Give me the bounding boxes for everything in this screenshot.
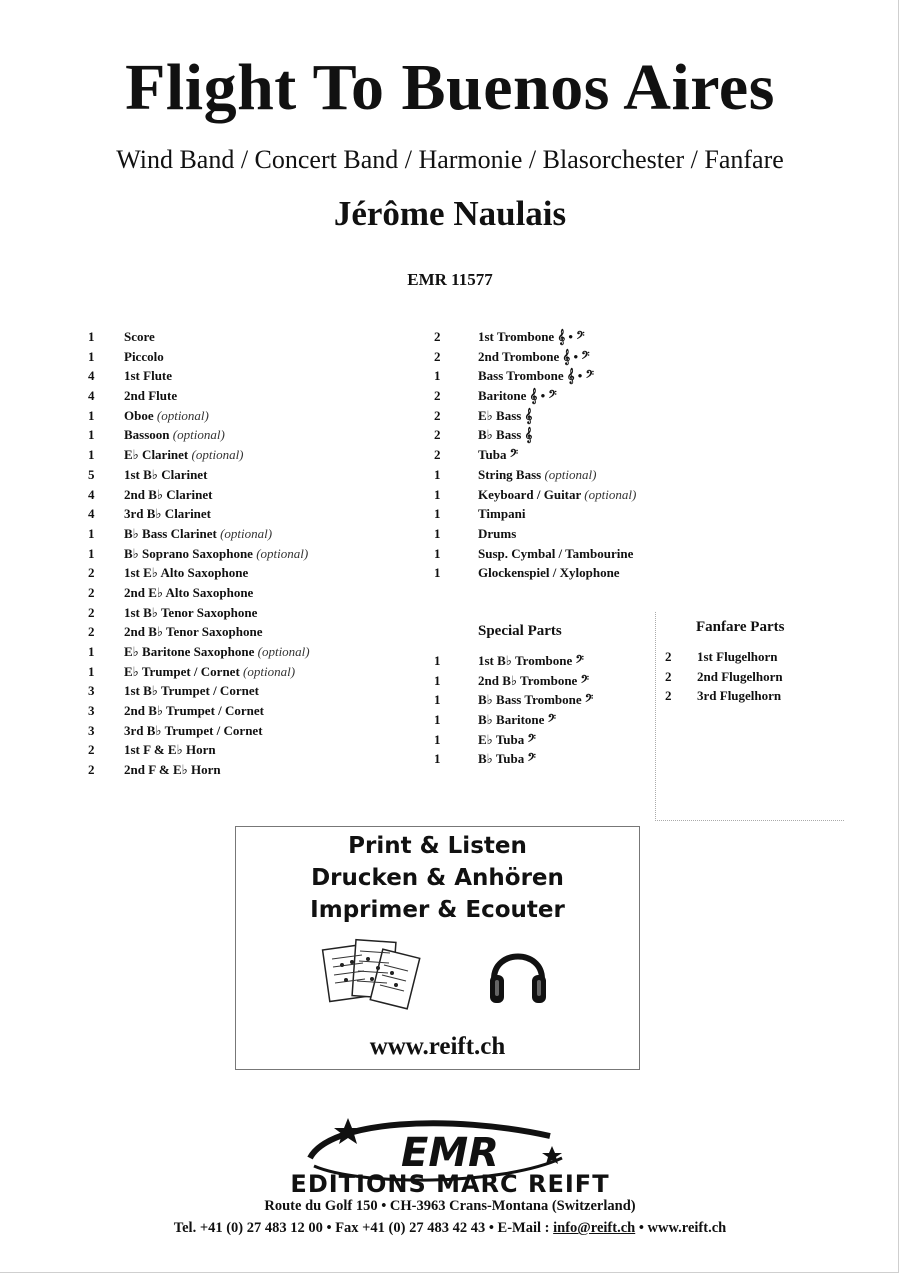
- part-quantity: 2: [434, 447, 441, 463]
- part-label: 2nd E♭ Alto Saxophone: [124, 584, 254, 600]
- part-quantity: 1: [434, 712, 441, 728]
- part-quantity: 1: [434, 506, 441, 522]
- part-name: [124, 504, 211, 524]
- part-name: [478, 524, 516, 544]
- part-quantity: 2: [434, 427, 441, 443]
- optional-note: (optional): [172, 427, 225, 443]
- part-label: 2nd Flute: [124, 388, 178, 404]
- publisher-contact: [0, 1220, 900, 1237]
- part-quantity: 4: [88, 388, 95, 404]
- part-name: [124, 465, 207, 485]
- part-name: [124, 327, 155, 347]
- part-label: B♭ Bass Trombone 𝄢: [478, 692, 594, 708]
- part-quantity: 1: [434, 653, 441, 668]
- part-quantity: 1: [88, 663, 95, 679]
- part-name: [478, 504, 525, 524]
- part-quantity: 2: [665, 668, 672, 684]
- part-label: Bassoon: [124, 427, 170, 443]
- part-name: [124, 524, 272, 544]
- part-label: Drums: [478, 525, 517, 541]
- part-quantity: 1: [88, 545, 95, 561]
- promo-line-french: Imprimer & Ecouter: [310, 897, 565, 923]
- part-name: [478, 485, 636, 505]
- part-quantity: 1: [88, 525, 95, 541]
- part-label: 1st Flugelhorn: [697, 649, 778, 664]
- part-label: Timpani: [478, 506, 526, 522]
- part-name: [124, 425, 225, 445]
- catalog-number: EMR 11577: [407, 270, 493, 289]
- part-name: [124, 544, 308, 564]
- part-name: [478, 366, 594, 386]
- optional-note: (optional): [544, 466, 597, 482]
- part-quantity: 2: [665, 649, 672, 664]
- promo-line-german: Drucken & Anhören: [311, 865, 564, 891]
- part-quantity: 2: [88, 624, 95, 640]
- part-quantity: 1: [88, 348, 95, 364]
- part-label: 1st Flute: [124, 368, 173, 384]
- part-name: [478, 406, 532, 426]
- part-name: [478, 563, 620, 583]
- part-quantity: 4: [88, 506, 95, 522]
- part-quantity: 1: [434, 672, 441, 688]
- part-name: [697, 647, 778, 667]
- contact-website[interactable]: • www.reift.ch: [635, 1220, 727, 1236]
- part-name: [124, 347, 164, 367]
- part-quantity: 1: [88, 644, 95, 659]
- part-label: B♭ Tuba 𝄢: [478, 751, 536, 767]
- part-name: [124, 485, 212, 505]
- part-label: Tuba 𝄢: [478, 447, 519, 463]
- part-quantity: 2: [434, 348, 441, 364]
- part-quantity: 1: [434, 466, 441, 482]
- part-name: [478, 327, 585, 347]
- fanfare-parts-box: [655, 612, 844, 821]
- part-quantity: 4: [88, 486, 95, 502]
- part-name: [478, 445, 518, 465]
- sheet-music-icon: [318, 935, 428, 1015]
- part-label: 1st B♭ Clarinet: [124, 466, 208, 482]
- part-label: Bass Trombone 𝄞 • 𝄢: [478, 368, 594, 384]
- part-label: 1st B♭ Trombone 𝄢: [478, 653, 584, 668]
- part-label: 2nd B♭ Trumpet / Cornet: [124, 703, 264, 719]
- part-label: Score: [124, 329, 155, 344]
- publisher-name: EDITIONS MARC REIFT: [290, 1170, 610, 1198]
- part-quantity: 1: [88, 427, 95, 443]
- part-name: [478, 671, 589, 691]
- part-label: 2nd Flugelhorn: [697, 668, 783, 684]
- part-label: String Bass: [478, 466, 542, 482]
- part-name: [124, 681, 259, 701]
- part-name: [124, 366, 172, 386]
- optional-note: (optional): [256, 545, 309, 561]
- part-quantity: 3: [88, 683, 95, 699]
- part-name: [478, 386, 557, 406]
- part-quantity: 1: [434, 565, 441, 581]
- part-label: 3rd B♭ Trumpet / Cornet: [124, 722, 263, 738]
- part-quantity: 2: [88, 584, 95, 600]
- part-label: Oboe: [124, 407, 154, 423]
- part-label: 1st F & E♭ Horn: [124, 742, 216, 758]
- part-name: [124, 662, 295, 682]
- optional-note: (optional): [243, 663, 296, 679]
- part-label: 1st B♭ Tenor Saxophone: [124, 604, 258, 620]
- part-name: [124, 386, 177, 406]
- part-quantity: 1: [88, 329, 95, 344]
- part-quantity: 1: [88, 447, 95, 463]
- part-quantity: 3: [88, 722, 95, 738]
- part-label: E♭ Trumpet / Cornet: [124, 663, 240, 679]
- part-quantity: 2: [434, 407, 441, 423]
- part-name: [478, 465, 596, 485]
- optional-note: (optional): [257, 644, 310, 659]
- star-icon: [334, 1118, 362, 1144]
- part-name: [124, 760, 221, 780]
- part-name: [124, 642, 310, 662]
- part-name: [124, 406, 209, 426]
- part-label: 2nd B♭ Tenor Saxophone: [124, 624, 263, 640]
- part-name: [478, 425, 532, 445]
- part-label: B♭ Baritone 𝄢: [478, 712, 557, 728]
- part-quantity: 1: [434, 731, 441, 747]
- part-quantity: 1: [434, 545, 441, 561]
- part-name: [697, 686, 781, 706]
- part-name: [478, 730, 536, 750]
- part-label: E♭ Bass 𝄞: [478, 407, 533, 423]
- special-parts-heading: Special Parts: [478, 623, 562, 639]
- part-quantity: 2: [434, 329, 441, 344]
- part-quantity: 2: [434, 388, 441, 404]
- part-quantity: 1: [88, 407, 95, 423]
- email-link[interactable]: info@reift.ch: [553, 1220, 636, 1236]
- part-label: Keyboard / Guitar: [478, 486, 582, 502]
- part-label: 1st E♭ Alto Saxophone: [124, 565, 249, 581]
- part-name: [124, 721, 263, 741]
- part-quantity: 2: [665, 688, 672, 704]
- fanfare-parts-heading: Fanfare Parts: [696, 619, 785, 635]
- part-quantity: 4: [88, 368, 95, 384]
- part-label: E♭ Baritone Saxophone: [124, 644, 255, 659]
- part-name: [697, 667, 783, 687]
- optional-note: (optional): [156, 407, 209, 423]
- part-name: [478, 749, 536, 769]
- part-name: [124, 445, 244, 465]
- part-quantity: 1: [434, 486, 441, 502]
- part-quantity: 2: [88, 742, 95, 758]
- part-label: E♭ Clarinet: [124, 447, 189, 463]
- part-name: [478, 347, 590, 367]
- promo-url[interactable]: www.reift.ch: [369, 1033, 506, 1060]
- part-label: Glockenspiel / Xylophone: [478, 565, 620, 581]
- part-name: [124, 622, 262, 642]
- part-quantity: 3: [88, 703, 95, 719]
- part-label: Baritone 𝄞 • 𝄢: [478, 388, 557, 404]
- part-quantity: 1: [434, 368, 441, 384]
- part-quantity: 1: [434, 751, 441, 767]
- part-quantity: 2: [88, 604, 95, 620]
- part-name: [478, 651, 584, 671]
- part-label: 1st Trombone 𝄞 • 𝄢: [478, 329, 585, 344]
- part-label: B♭ Bass 𝄞: [478, 427, 533, 443]
- part-name: [478, 544, 633, 564]
- part-quantity: 5: [88, 466, 95, 482]
- part-name: [124, 740, 216, 760]
- part-label: B♭ Soprano Saxophone: [124, 545, 253, 561]
- composer-name: Jérôme Naulais: [333, 194, 567, 233]
- part-label: B♭ Bass Clarinet: [124, 525, 217, 541]
- part-label: E♭ Tuba 𝄢: [478, 731, 536, 747]
- optional-note: (optional): [220, 525, 273, 541]
- part-name: [124, 701, 264, 721]
- part-label: 2nd B♭ Clarinet: [124, 486, 213, 502]
- publisher-address: Route du Golf 150 • CH-3963 Crans-Montana (Switzerland): [264, 1198, 636, 1214]
- optional-note: (optional): [584, 486, 637, 502]
- subtitle: Wind Band / Concert Band / Harmonie / Blasorchester / Fanfare: [116, 145, 784, 174]
- part-name: [124, 583, 253, 603]
- part-label: 2nd Trombone 𝄞 • 𝄢: [478, 348, 590, 364]
- part-name: [124, 603, 257, 623]
- logo-text: EMR: [401, 1130, 499, 1176]
- part-name: [124, 563, 248, 583]
- part-label: 2nd B♭ Trombone 𝄢: [478, 672, 589, 688]
- promo-line-english: Print & Listen: [348, 833, 527, 859]
- part-label: 3rd Flugelhorn: [697, 688, 782, 704]
- part-label: 1st B♭ Trumpet / Cornet: [124, 683, 259, 699]
- part-label: Susp. Cymbal / Tambourine: [478, 545, 634, 561]
- print-listen-box: [235, 826, 640, 1070]
- part-label: 3rd B♭ Clarinet: [124, 506, 212, 522]
- optional-note: (optional): [191, 447, 244, 463]
- part-quantity: 1: [434, 525, 441, 541]
- part-name: [478, 690, 593, 710]
- part-quantity: 2: [88, 565, 95, 581]
- page-title: Flight To Buenos Aires: [125, 51, 775, 124]
- part-name: [478, 710, 556, 730]
- part-label: Piccolo: [124, 348, 164, 364]
- contact-phone-fax: Tel. +41 (0) 27 483 12 00 • Fax +41 (0) 27 483 42 43 • E-Mail :: [173, 1220, 554, 1236]
- part-quantity: 2: [88, 762, 95, 778]
- part-label: 2nd F & E♭ Horn: [124, 762, 221, 778]
- part-quantity: 1: [434, 692, 441, 708]
- headphones-icon: [486, 935, 550, 1011]
